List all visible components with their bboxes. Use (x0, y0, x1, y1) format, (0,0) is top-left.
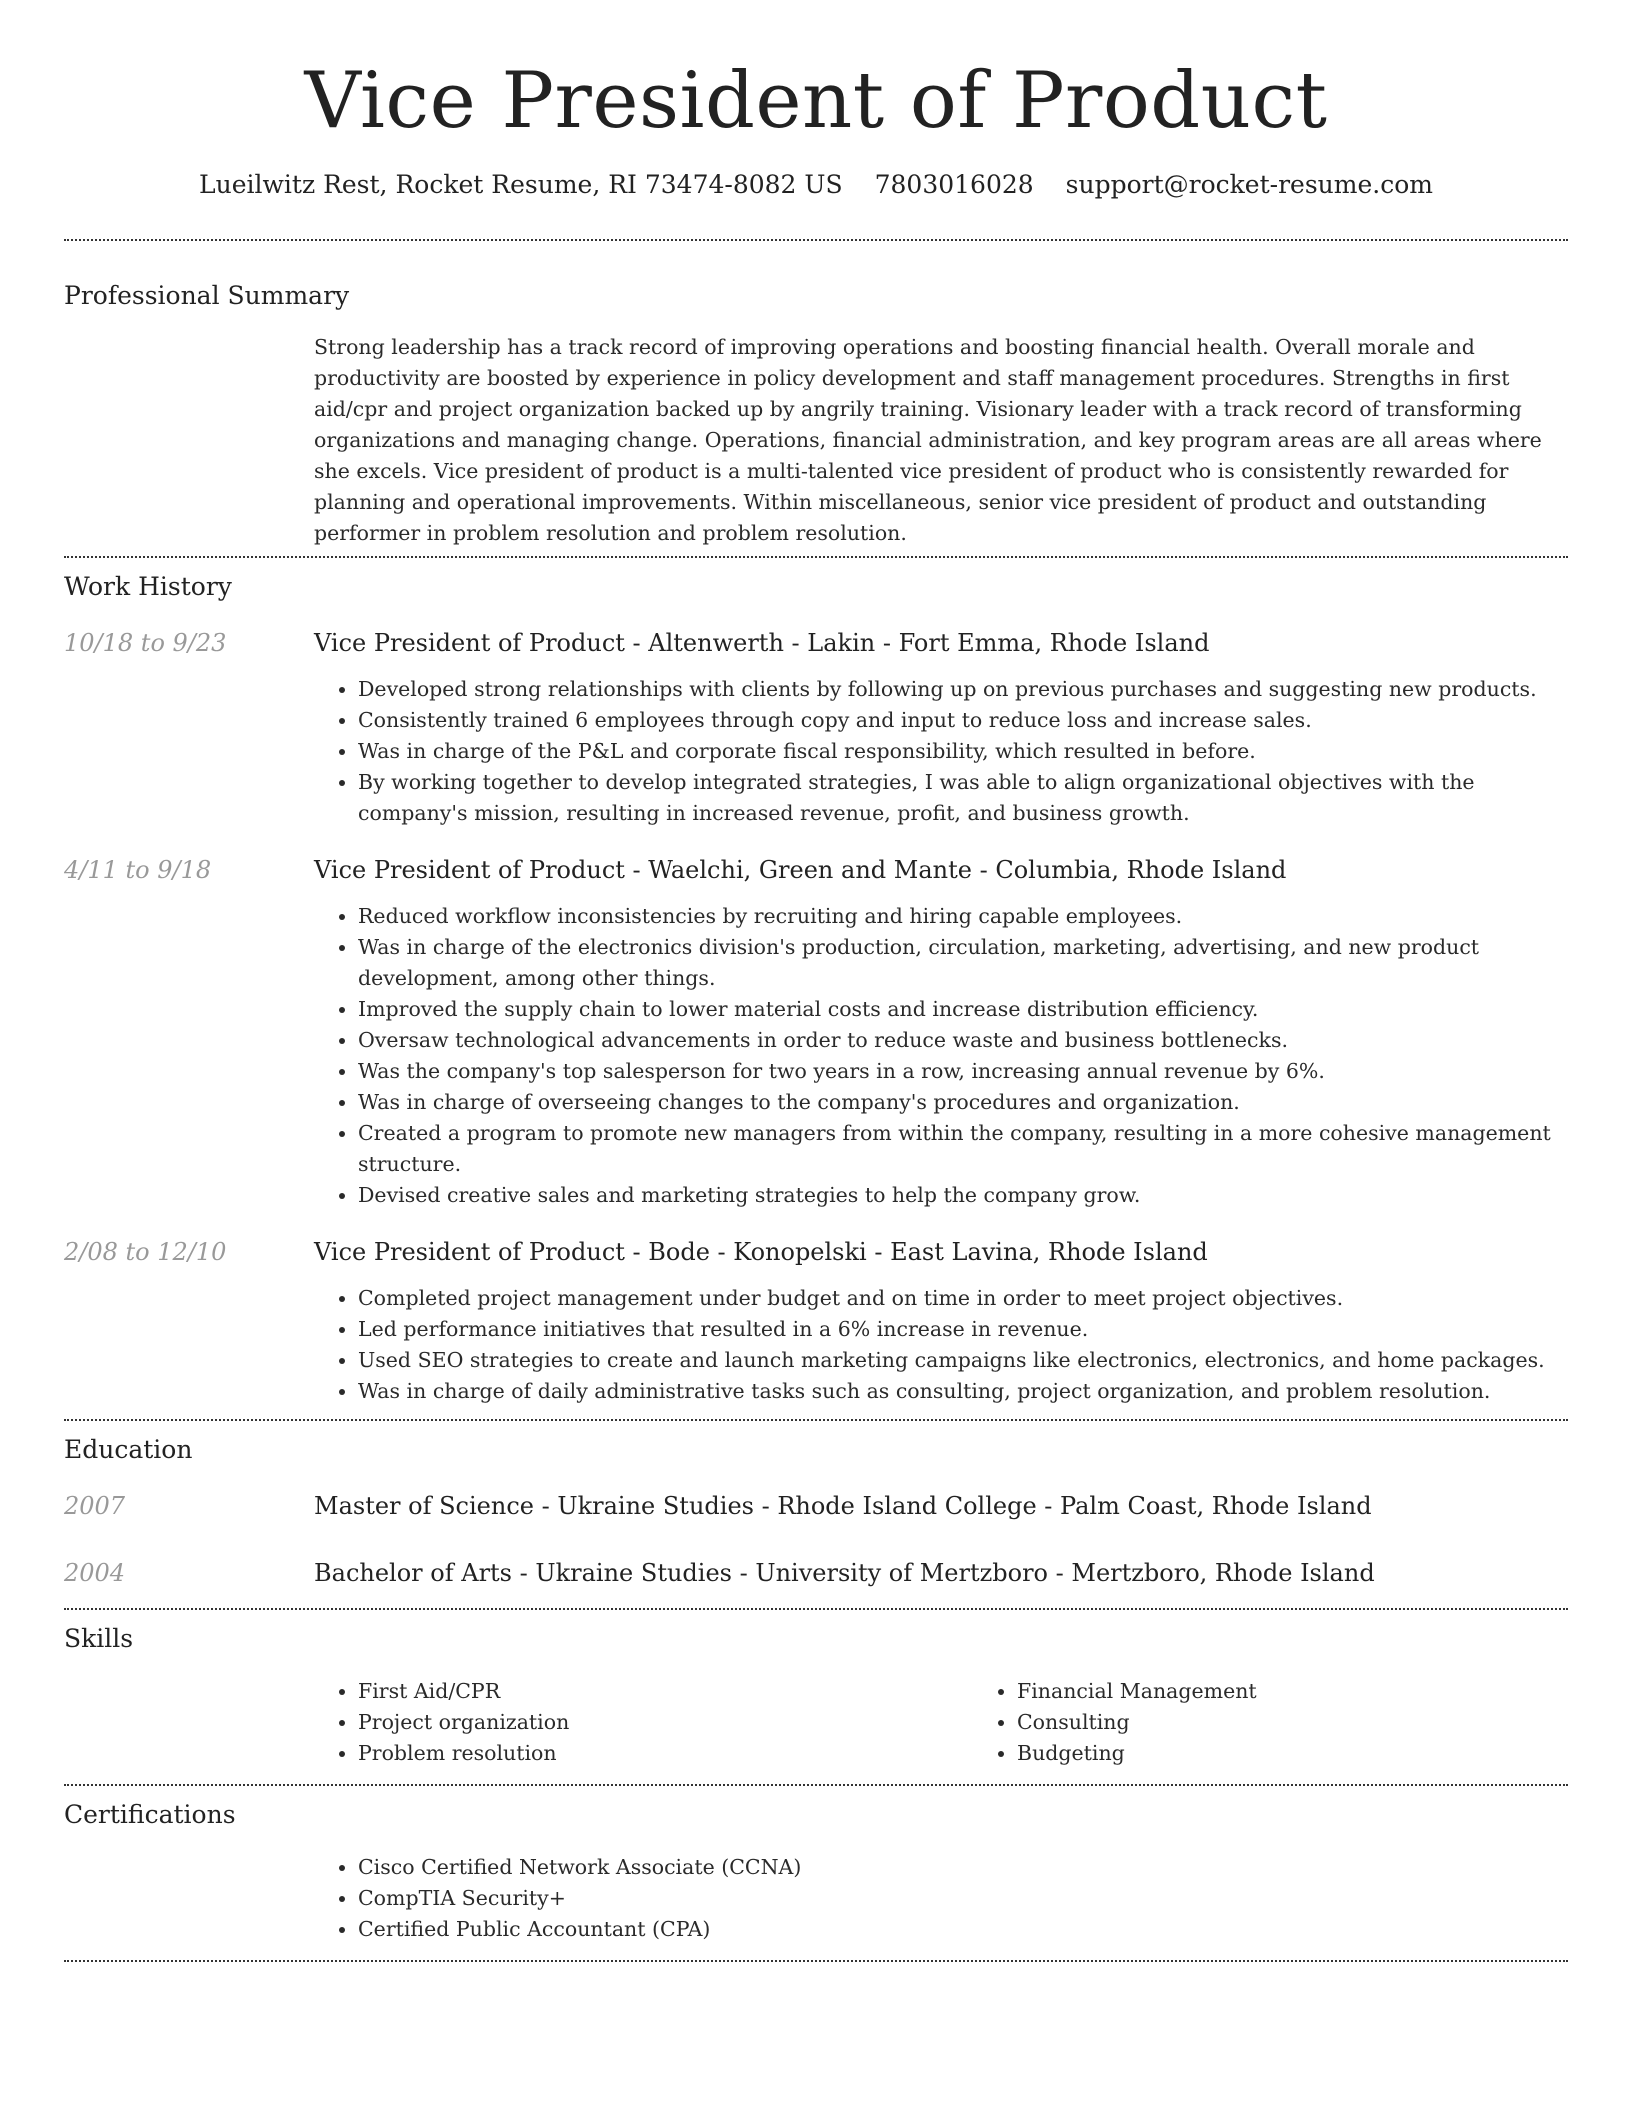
divider (64, 1960, 1568, 1962)
list-item: • Certified Public Accountant (CPA) (358, 1914, 1568, 1945)
job-dates: 2/08 to 12/10 (64, 1238, 227, 1266)
skills-column (973, 1676, 1632, 1769)
list-item: • Created a program to promote new managers from within the company, resulting in a more cohesive management structure. (358, 1118, 1568, 1180)
education-entry (64, 1556, 1568, 1590)
list-item: • Budgeting (1017, 1738, 1632, 1769)
section-title-work-history: Work History (64, 572, 232, 601)
contact-address: Lueilwitz Rest, Rocket Resume, RI 73474-8082 US (199, 170, 843, 199)
list-item: • Was in charge of the electronics division's production, circulation, marketing, advertising, and new product development, among other things. (358, 932, 1568, 994)
divider (64, 1419, 1568, 1421)
contact-email: support@rocket-resume.com (1065, 170, 1433, 199)
job-heading: Vice President of Product - Altenwerth - Lakin - Fort Emma, Rhode Island (314, 629, 1210, 657)
list-item: • Consulting (1017, 1707, 1632, 1738)
list-item: • Was in charge of overseeing changes to the company's procedures and organization. (358, 1087, 1568, 1118)
section-title-skills: Skills (64, 1624, 134, 1653)
job-bullets (314, 674, 1568, 829)
list-item: • Used SEO strategies to create and launch marketing campaigns like electronics, electronics, and home packages. (358, 1345, 1568, 1376)
summary-block (64, 332, 1568, 549)
contact-phone: 7803016028 (874, 170, 1034, 199)
list-item: • Reduced workflow inconsistencies by recruiting and hiring capable employees. (358, 901, 1568, 932)
list-item: • Was in charge of daily administrative tasks such as consulting, project organization, and problem resolution. (358, 1376, 1568, 1407)
list-item: • Problem resolution (358, 1738, 973, 1769)
divider (64, 1608, 1568, 1610)
list-item: • Improved the supply chain to lower material costs and increase distribution efficiency. (358, 994, 1568, 1025)
list-item: • Completed project management under budget and on time in order to meet project objectives. (358, 1283, 1568, 1314)
section-title-certifications: Certifications (64, 1800, 236, 1829)
list-item: • Devised creative sales and marketing strategies to help the company grow. (358, 1180, 1568, 1211)
list-item: • Consistently trained 6 employees through copy and input to reduce loss and increase sales. (358, 705, 1568, 736)
job-entry (64, 853, 1568, 1211)
skills-list (314, 1676, 1632, 1769)
job-heading: Vice President of Product - Waelchi, Green and Mante - Columbia, Rhode Island (314, 856, 1287, 884)
job-bullets (314, 1283, 1568, 1407)
list-item: • Project organization (358, 1707, 973, 1738)
section-title-education: Education (64, 1435, 193, 1464)
education-heading: Bachelor of Arts - Ukraine Studies - University of Mertzboro - Mertzboro, Rhode Island (314, 1559, 1375, 1587)
list-item: • By working together to develop integrated strategies, I was able to align organizational objectives with the company's mission, resulting in increased revenue, profit, and business growth. (358, 767, 1568, 829)
list-item: • Financial Management (1017, 1676, 1632, 1707)
summary-text: Strong leadership has a track record of improving operations and boosting financial health. Overall morale and productivity are boosted by experience in policy development and staff management procedures. Strengths in first aid/cpr and project organization backed up by angrily training. Visionary leader with a track record of transforming organizations and managing change. Operations, financial administration, and key program areas are all areas where she excels. Vice president of product is a multi-talented vice president of product who is consistently rewarded for planning and operational improvements. Within miscellaneous, senior vice president of product and outstanding performer in problem resolution and problem resolution. (314, 335, 1542, 545)
job-entry (64, 1235, 1568, 1407)
job-bullets (314, 901, 1568, 1211)
certifications-list (314, 1852, 1568, 1945)
resume-name: Vice President of Product (304, 56, 1328, 146)
education-heading: Master of Science - Ukraine Studies - Rhode Island College - Palm Coast, Rhode Island (314, 1492, 1372, 1520)
job-entry (64, 626, 1568, 829)
divider (64, 1784, 1568, 1786)
skills-column (314, 1676, 973, 1769)
list-item: • Cisco Certified Network Associate (CCNA) (358, 1852, 1568, 1883)
job-dates: 4/11 to 9/18 (64, 856, 212, 884)
list-item: • Developed strong relationships with clients by following up on previous purchases and suggesting new products. (358, 674, 1568, 705)
education-year: 2004 (64, 1559, 126, 1587)
list-item: • Was in charge of the P&L and corporate fiscal responsibility, which resulted in before. (358, 736, 1568, 767)
education-year: 2007 (64, 1492, 126, 1520)
list-item: • Led performance initiatives that resulted in a 6% increase in revenue. (358, 1314, 1568, 1345)
list-item: • First Aid/CPR (358, 1676, 973, 1707)
list-item: • Was the company's top salesperson for two years in a row, increasing annual revenue by 6%. (358, 1056, 1568, 1087)
job-heading: Vice President of Product - Bode - Konopelski - East Lavina, Rhode Island (314, 1238, 1208, 1266)
divider (64, 239, 1568, 241)
job-dates: 10/18 to 9/23 (64, 629, 227, 657)
divider (64, 556, 1568, 558)
education-entry (64, 1489, 1568, 1523)
list-item: • Oversaw technological advancements in order to reduce waste and business bottlenecks. (358, 1025, 1568, 1056)
list-item: • CompTIA Security+ (358, 1883, 1568, 1914)
section-title-summary: Professional Summary (64, 281, 350, 310)
contact-line (64, 168, 1568, 202)
